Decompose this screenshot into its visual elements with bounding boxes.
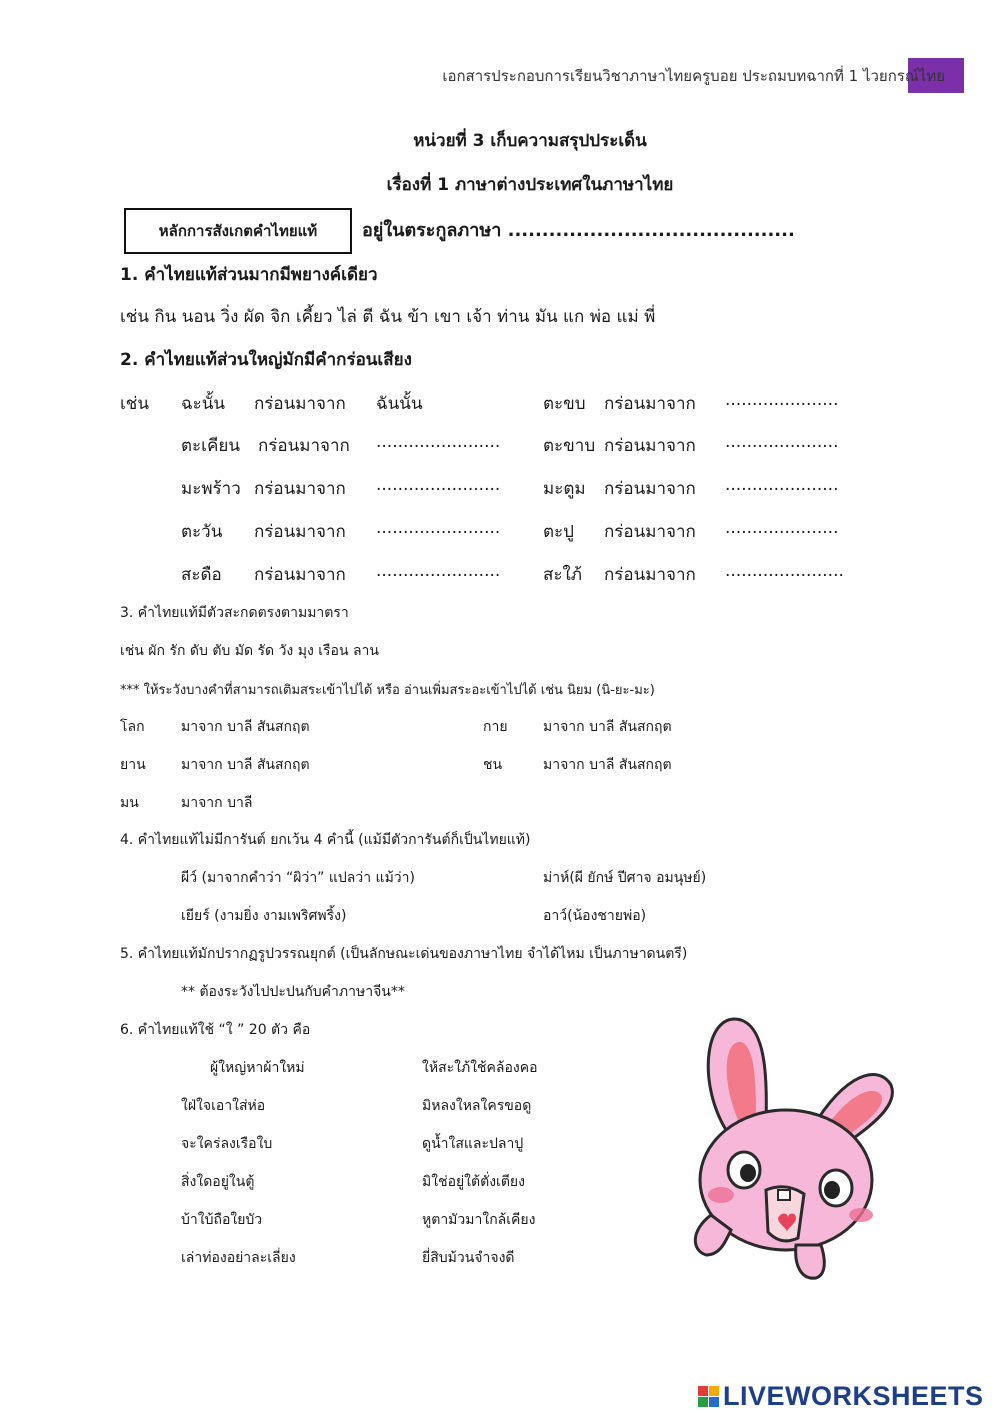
erosion-from: กร่อนมาจาก — [254, 479, 346, 499]
karan-word: เยียร์ (งามยิ่ง งามเพริศพริ้ง) — [181, 908, 347, 924]
poem-line: สิ่งใดอยู่ในตู้ — [181, 1174, 255, 1190]
erosion-answer-blank[interactable]: ....................... — [376, 432, 501, 452]
poem-line: บ้าใบ้ถือใยบัว — [181, 1212, 263, 1228]
karan-word: ม่าห์(ผี ยักษ์ ปีศาจ อมนุษย์) — [543, 870, 707, 886]
language-family-blank[interactable]: อยู่ในตระกูลภาษา .......................................... — [362, 220, 795, 241]
section-1-examples: เช่น กิน นอน วิ่ง ผัด จิก เคี้ยว ไล่ ตี ฉัน ข้า เขา เจ้า ท่าน มัน แก พ่อ แม่ พี่ — [120, 307, 656, 327]
poem-line: หูตามัวมาใกล้เคียง — [422, 1212, 536, 1228]
erosion-answer-blank[interactable]: ..................... — [725, 475, 839, 495]
section-6-heading: 6. คำไทยแท้ใช้ “ใ ” 20 ตัว คือ — [120, 1022, 311, 1038]
section-2-heading: 2. คำไทยแท้ส่วนใหญ่มักมีคำกร่อนเสียง — [120, 350, 412, 370]
erosion-answer-blank[interactable]: ..................... — [725, 390, 839, 410]
section-3-examples: เช่น ผัก รัก ดับ ตับ มัด รัด วัง มุง เรือน ลาน — [120, 643, 379, 659]
erosion-word: มะพร้าว — [181, 479, 241, 499]
erosion-answer-blank[interactable]: ....................... — [376, 561, 501, 581]
rabbit-paw — [796, 1245, 825, 1278]
erosion-answer-blank[interactable]: ..................... — [725, 518, 839, 538]
loanword: ชน — [483, 757, 503, 773]
erosion-answer: ฉันนั้น — [376, 394, 423, 414]
lesson-title: เรื่องที่ 1 ภาษาต่างประเทศในภาษาไทย — [386, 175, 674, 195]
poem-line: ใฝ่ใจเอาใส่ห่อ — [181, 1098, 266, 1114]
poem-line: ยี่สิบม้วนจำจงดี — [422, 1250, 515, 1266]
poem-line: ผู้ใหญ่หาผ้าใหม่ — [210, 1060, 305, 1076]
erosion-from: กร่อนมาจาก — [604, 394, 696, 414]
erosion-from: กร่อนมาจาก — [254, 394, 346, 414]
liveworksheets-logo[interactable] — [698, 1381, 984, 1412]
section-5-heading: 5. คำไทยแท้มักปรากฏรูปวรรณยุกต์ (เป็นลักษณะเด่นของภาษาไทย จำได้ไหม เป็นภาษาดนตรี) — [120, 946, 688, 962]
loanword-origin: มาจาก บาลี สันสกฤต — [181, 757, 310, 773]
loanword-origin: มาจาก บาลี สันสกฤต — [543, 757, 672, 773]
poem-line: ดูน้ำใสและปลาปู — [422, 1136, 524, 1152]
erosion-word: ตะขบ — [543, 394, 586, 414]
erosion-from: กร่อนมาจาก — [604, 522, 696, 542]
loanword: ยาน — [120, 757, 146, 773]
loanword: โลก — [120, 719, 145, 735]
principle-box: หลักการสังเกตคำไทยแท้ — [124, 208, 352, 254]
erosion-word: ตะปู — [543, 522, 574, 542]
erosion-from: กร่อนมาจาก — [254, 565, 346, 585]
pink-rabbit-icon — [686, 1010, 896, 1290]
logo-text: LIVEWORKSHEETS — [723, 1381, 984, 1411]
erosion-word: มะตูม — [543, 479, 586, 499]
erosion-word: ตะขาบ — [543, 436, 596, 456]
erosion-from: กร่อนมาจาก — [254, 522, 346, 542]
poem-line: มิใช่อยู่ใต้ตั่งเตียง — [422, 1174, 525, 1190]
poem-line: มิหลงใหลใครขอดู — [422, 1098, 532, 1114]
section-5-note: ** ต้องระวังไปปะปนกับคำภาษาจีน** — [181, 984, 405, 1000]
section-2-prefix: เช่น — [120, 394, 149, 414]
erosion-answer-blank[interactable]: ..................... — [725, 432, 839, 452]
erosion-answer-blank[interactable]: ....................... — [376, 518, 501, 538]
erosion-word: ตะเคียน — [181, 436, 240, 456]
karan-word: อาว์(น้องชายพ่อ) — [543, 908, 647, 924]
poem-line: ให้สะใภ้ใช้คล้องคอ — [422, 1060, 538, 1076]
erosion-from: กร่อนมาจาก — [258, 436, 350, 456]
karan-word: ผีว์ (มาจากคำว่า “ผิว่า” แปลว่า แม้ว่า) — [181, 870, 415, 886]
section-1-heading: 1. คำไทยแท้ส่วนมากมีพยางค์เดียว — [120, 265, 378, 285]
section-3-warning: *** ให้ระวังบางคำที่สามารถเติมสระเข้าไปได้ หรือ อ่านเพิ่มสระอะเข้าไปได้ เช่น นิยม (นิ-ยะ-มะ) — [120, 683, 655, 698]
loanword-origin: มาจาก บาลี สันสกฤต — [181, 719, 310, 735]
erosion-from: กร่อนมาจาก — [604, 436, 696, 456]
erosion-word: สะใภ้ — [543, 565, 583, 585]
section-3-heading: 3. คำไทยแท้มีตัวสะกดตรงตามมาตรา — [120, 605, 349, 621]
erosion-word: สะดือ — [181, 565, 222, 585]
loanword-origin: มาจาก บาลี สันสกฤต — [543, 719, 672, 735]
erosion-answer-blank[interactable]: ...................... — [725, 561, 844, 581]
erosion-answer-blank[interactable]: ....................... — [376, 475, 501, 495]
erosion-from: กร่อนมาจาก — [604, 565, 696, 585]
section-4-heading: 4. คำไทยแท้ไม่มีการันต์ ยกเว้น 4 คำนี้ (แม้มีตัวการันต์ก็เป็นไทยแท้) — [120, 832, 531, 848]
poem-line: จะใคร่ลงเรือใบ — [181, 1136, 273, 1152]
poem-line: เล่าท่องอย่าละเลี่ยง — [181, 1250, 296, 1266]
header-text: เอกสารประกอบการเรียนวิชาภาษาไทยครูบอย ประถมบทฉากที่ 1 ไวยกรณ์ไทย — [442, 67, 945, 85]
erosion-word: ฉะนั้น — [181, 394, 225, 414]
loanword-origin: มาจาก บาลี — [181, 795, 253, 811]
loanword: มน — [120, 795, 139, 811]
unit-title: หน่วยที่ 3 เก็บความสรุปประเด็น — [413, 131, 647, 151]
liveworksheets-logo-icon — [698, 1386, 720, 1408]
erosion-word: ตะวัน — [181, 522, 223, 542]
erosion-from: กร่อนมาจาก — [604, 479, 696, 499]
loanword: กาย — [483, 719, 508, 735]
